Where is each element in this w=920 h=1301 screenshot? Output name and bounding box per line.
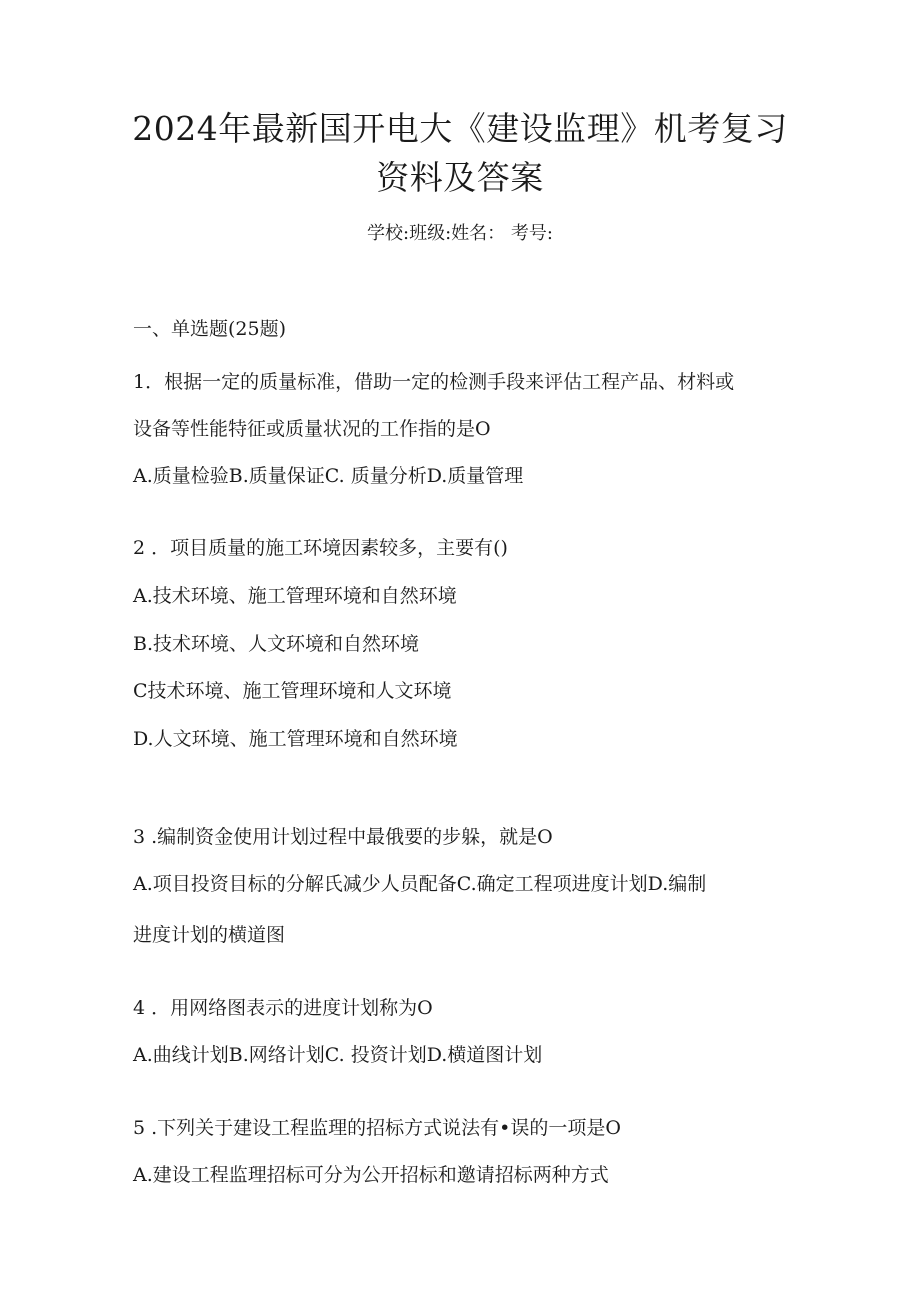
document-title-line-1: 2024年最新国开电大《建设监理》机考复习 bbox=[132, 109, 788, 148]
student-info-line: 学校:班级:姓名： 考号: bbox=[367, 223, 553, 244]
question-2-option-d: D.人文环境、施工管理环境和自然环境 bbox=[133, 728, 458, 750]
question-3-options-line-1: A.项目投资目标的分解氏减少人员配备C.确定工程项进度计划D.编制 bbox=[133, 873, 707, 895]
question-4-options: A.曲线计划B.网络计划C. 投资计划D.横道图计划 bbox=[133, 1044, 543, 1066]
question-2-option-b: B.技术环境、人文环境和自然环境 bbox=[133, 633, 420, 655]
question-2-option-c: C技术环境、施工管理环境和人文环境 bbox=[133, 680, 452, 702]
question-5-option-a: A.建设工程监理招标可分为公开招标和邀请招标两种方式 bbox=[133, 1164, 609, 1186]
question-5-stem: 5 .下列关于建设工程监理的招标方式说法有•误的一项是O bbox=[133, 1117, 621, 1139]
document-title-line-2: 资料及答案 bbox=[376, 158, 544, 197]
question-2-option-a: A.技术环境、施工管理环境和自然环境 bbox=[133, 585, 457, 607]
question-3-stem: 3 .编制资金使用计划过程中最俄要的步躲，就是O bbox=[133, 826, 553, 848]
question-3-options-line-2: 进度计划的横道图 bbox=[133, 924, 286, 946]
question-2-stem: 2 ．项目质量的施工环境因素较多，主要有() bbox=[133, 537, 508, 559]
question-1-stem-line-2: 设备等性能特征或质量状况的工作指的是O bbox=[133, 418, 491, 440]
section-heading: 一、单选题(25题) bbox=[133, 318, 287, 340]
question-1-options: A.质量检验B.质量保证C. 质量分析D.质量管理 bbox=[133, 465, 524, 487]
question-4-stem: 4 ．用网络图表示的进度计划称为O bbox=[133, 997, 433, 1019]
question-1-stem-line-1: 1．根据一定的质量标准，借助一定的检测手段来评估工程产品、材料或 bbox=[133, 371, 735, 393]
